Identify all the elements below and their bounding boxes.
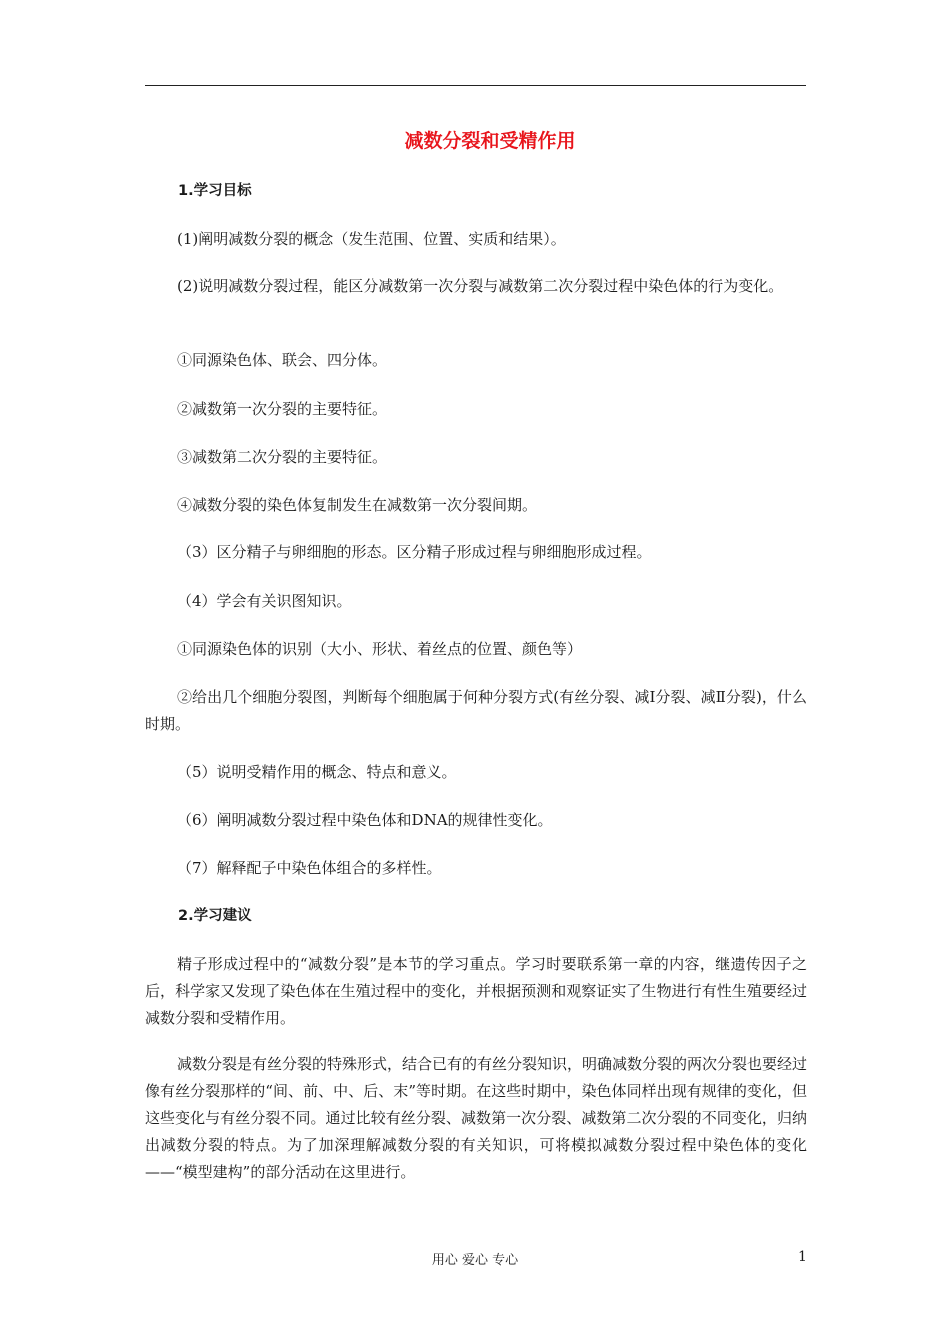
objective-6: （6）阐明减数分裂过程中染色体和DNA的规律性变化。 xyxy=(177,811,553,829)
objective-2b: ②减数第一次分裂的主要特征。 xyxy=(177,400,388,418)
page-number: 1 xyxy=(798,1249,807,1265)
objective-2d: ④减数分裂的染色体复制发生在减数第一次分裂间期。 xyxy=(177,496,538,514)
objective-5: （5）说明受精作用的概念、特点和意义。 xyxy=(177,763,457,781)
objective-4b: ②给出几个细胞分裂图，判断每个细胞属于何种分裂方式(有丝分裂、减Ⅰ分裂、减Ⅱ分裂)，什么时期。 xyxy=(145,688,807,733)
document-title: 减数分裂和受精作用 xyxy=(404,130,576,152)
objective-2c: ③减数第二次分裂的主要特征。 xyxy=(177,448,388,466)
objective-1: (1)阐明减数分裂的概念（发生范围、位置、实质和结果）。 xyxy=(177,230,566,248)
section1-heading: 1.学习目标 xyxy=(178,183,252,199)
objective-4a: ①同源染色体的识别（大小、形状、着丝点的位置、颜色等） xyxy=(177,640,583,658)
header-rule xyxy=(145,85,806,86)
footer-motto: 用心 爱心 专心 xyxy=(431,1253,519,1268)
section2-heading: 2.学习建议 xyxy=(178,908,252,924)
objective-3: （3）区分精子与卵细胞的形态。区分精子形成过程与卵细胞形成过程。 xyxy=(177,543,652,561)
suggestion-paragraph-1: 精子形成过程中的“减数分裂”是本节的学习重点。学习时要联系第一章的内容，继遗传因子之后，科学家又发现了染色体在生殖过程中的变化，并根据预测和观察证实了生物进行有性生殖要经过减数分裂和受精作用。 xyxy=(145,955,807,1027)
objective-7: （7）解释配子中染色体组合的多样性。 xyxy=(177,859,442,877)
suggestion-paragraph-2: 减数分裂是有丝分裂的特殊形式，结合已有的有丝分裂知识，明确减数分裂的两次分裂也要经过像有丝分裂那样的“间、前、中、后、末”等时期。在这些时期中，染色体同样出现有规律的变化，但这些变化与有丝分裂不同。通过比较有丝分裂、减数第一次分裂、减数第二次分裂的不同变化，归纳出减数分裂的特点。为了加深理解减数分裂的有关知识，可将模拟减数分裂过程中染色体的变化——“模型建构”的部分活动在这里进行。 xyxy=(145,1055,808,1181)
objective-4: （4）学会有关识图知识。 xyxy=(177,592,352,610)
objective-2: (2)说明减数分裂过程，能区分减数第一次分裂与减数第二次分裂过程中染色体的行为变化。 xyxy=(177,277,784,295)
objective-2a: ①同源染色体、联会、四分体。 xyxy=(177,351,388,369)
